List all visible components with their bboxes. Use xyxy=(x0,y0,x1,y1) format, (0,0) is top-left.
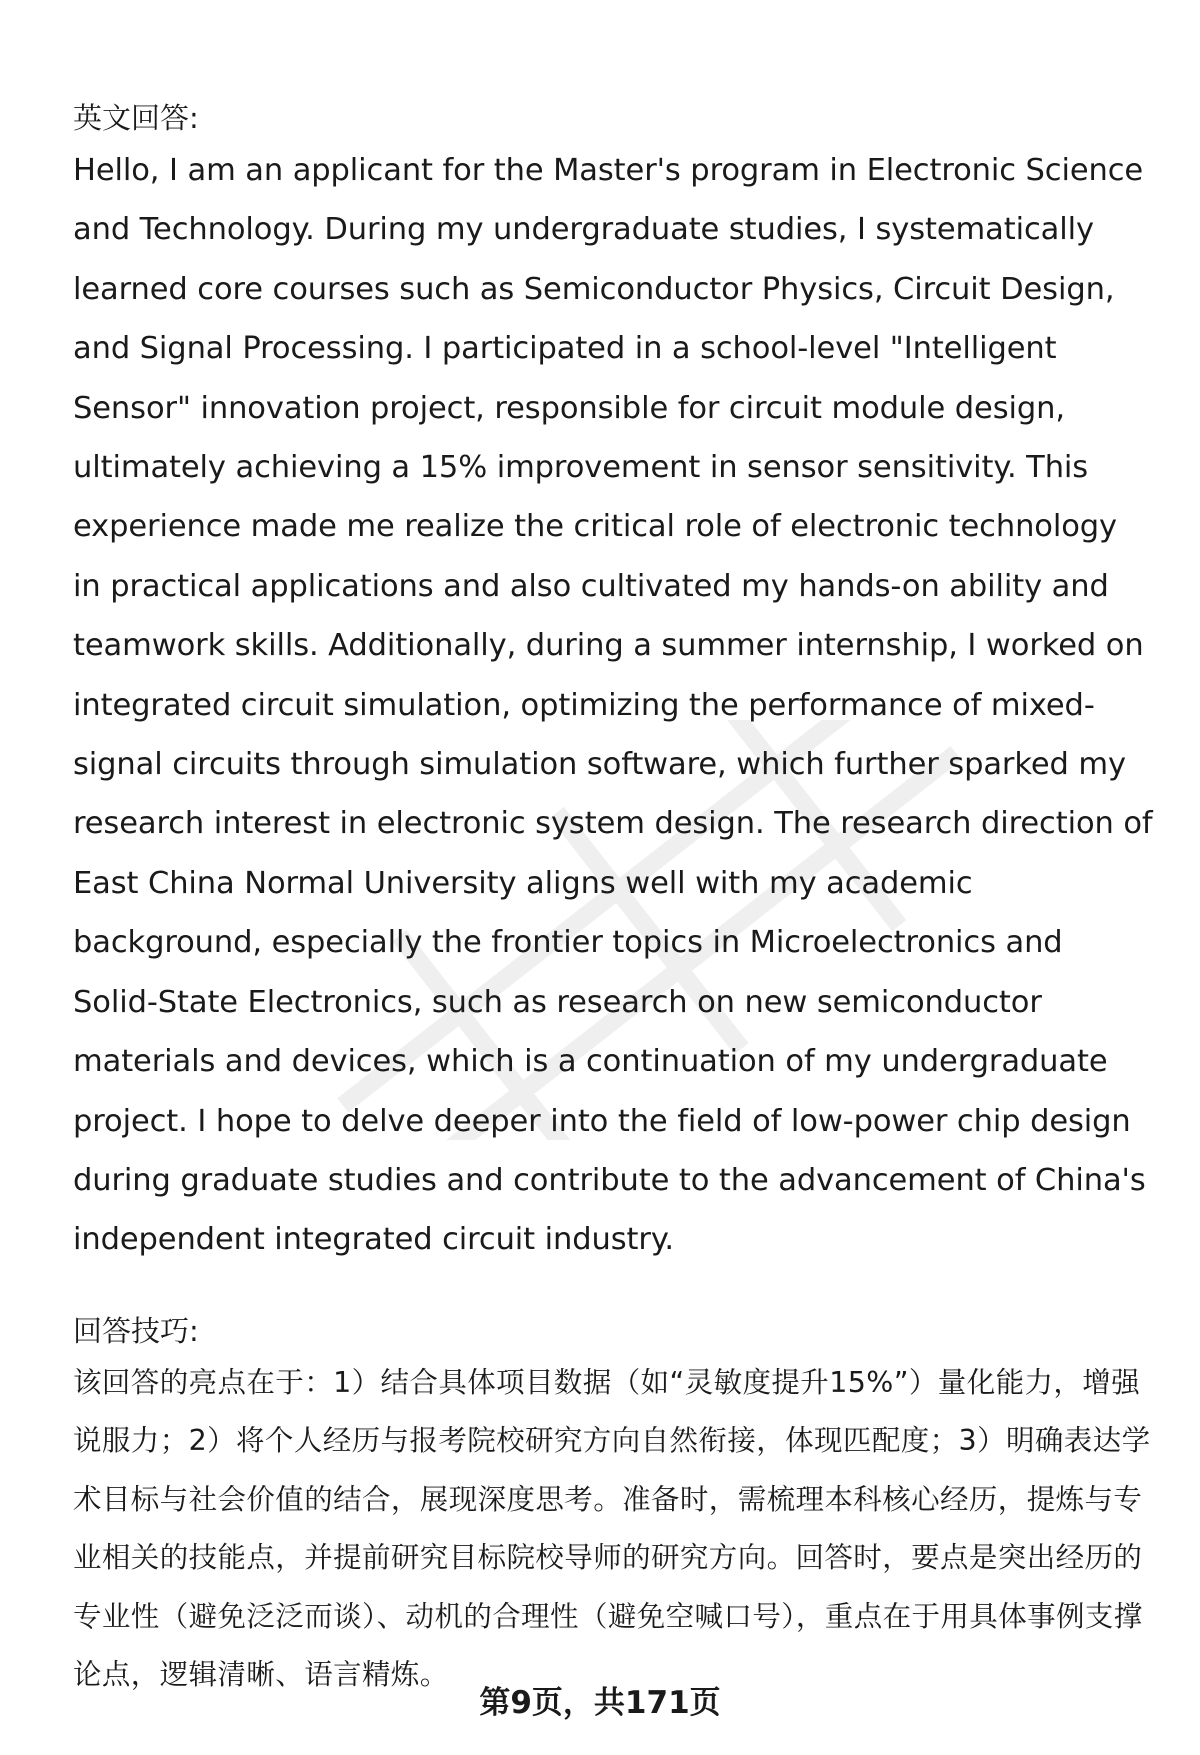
page-number: 第9页，共171页 xyxy=(479,1685,721,1721)
answer-tips-heading: 回答技巧: xyxy=(73,1313,199,1348)
document-page xyxy=(73,95,1153,1705)
english-answer-heading: 英文回答: xyxy=(73,101,199,135)
english-answer-paragraph: Hello, I am an applicant for the Master's program in Electronic Science and Technology. During my undergraduate studies, I systematically learned core courses such as Semiconductor Physics, Circuit Design, and Signal Processing. I participated in a school-level "Intelligent Sensor" innovation project, responsible for circuit module design, ultimately achieving a 15% improvement in sensor sensitivity. This experience made me realize the critical role of electronic technology in practical applications and also cultivated my hands-on ability and teamwork skills. Additionally, during a summer internship, I worked on integrated circuit simulation, optimizing the performance of mixed-signal circuits through simulation software, which further sparked my research interest in electronic system design. The research direction of East China Normal University aligns well with my academic background, especially the frontier topics in Microelectronics and Solid-State Electronics, such as research on new semiconductor materials and devices, which is a continuation of my undergraduate project. I hope to delve deeper into the field of low-power chip design during graduate studies and contribute to the advancement of China's independent integrated circuit industry. xyxy=(73,153,1153,1258)
answer-tips-paragraph: 该回答的亮点在于：1）结合具体项目数据（如“灵敏度提升15%”）量化能力，增强说服力；2）将个人经历与报考院校研究方向自然衔接，体现匹配度；3）明确表达学术目标与社会价值的结合，展现深度思考。准备时，需梳理本科核心经历，提炼与专业相关的技能点，并提前研究目标院校导师的研究方向。回答时，要点是突出经历的专业性（避免泛泛而谈）、动机的合理性（避免空喊口号），重点在于用具体事例支撑论点，逻辑清晰、语言精炼。 xyxy=(73,1365,1151,1692)
